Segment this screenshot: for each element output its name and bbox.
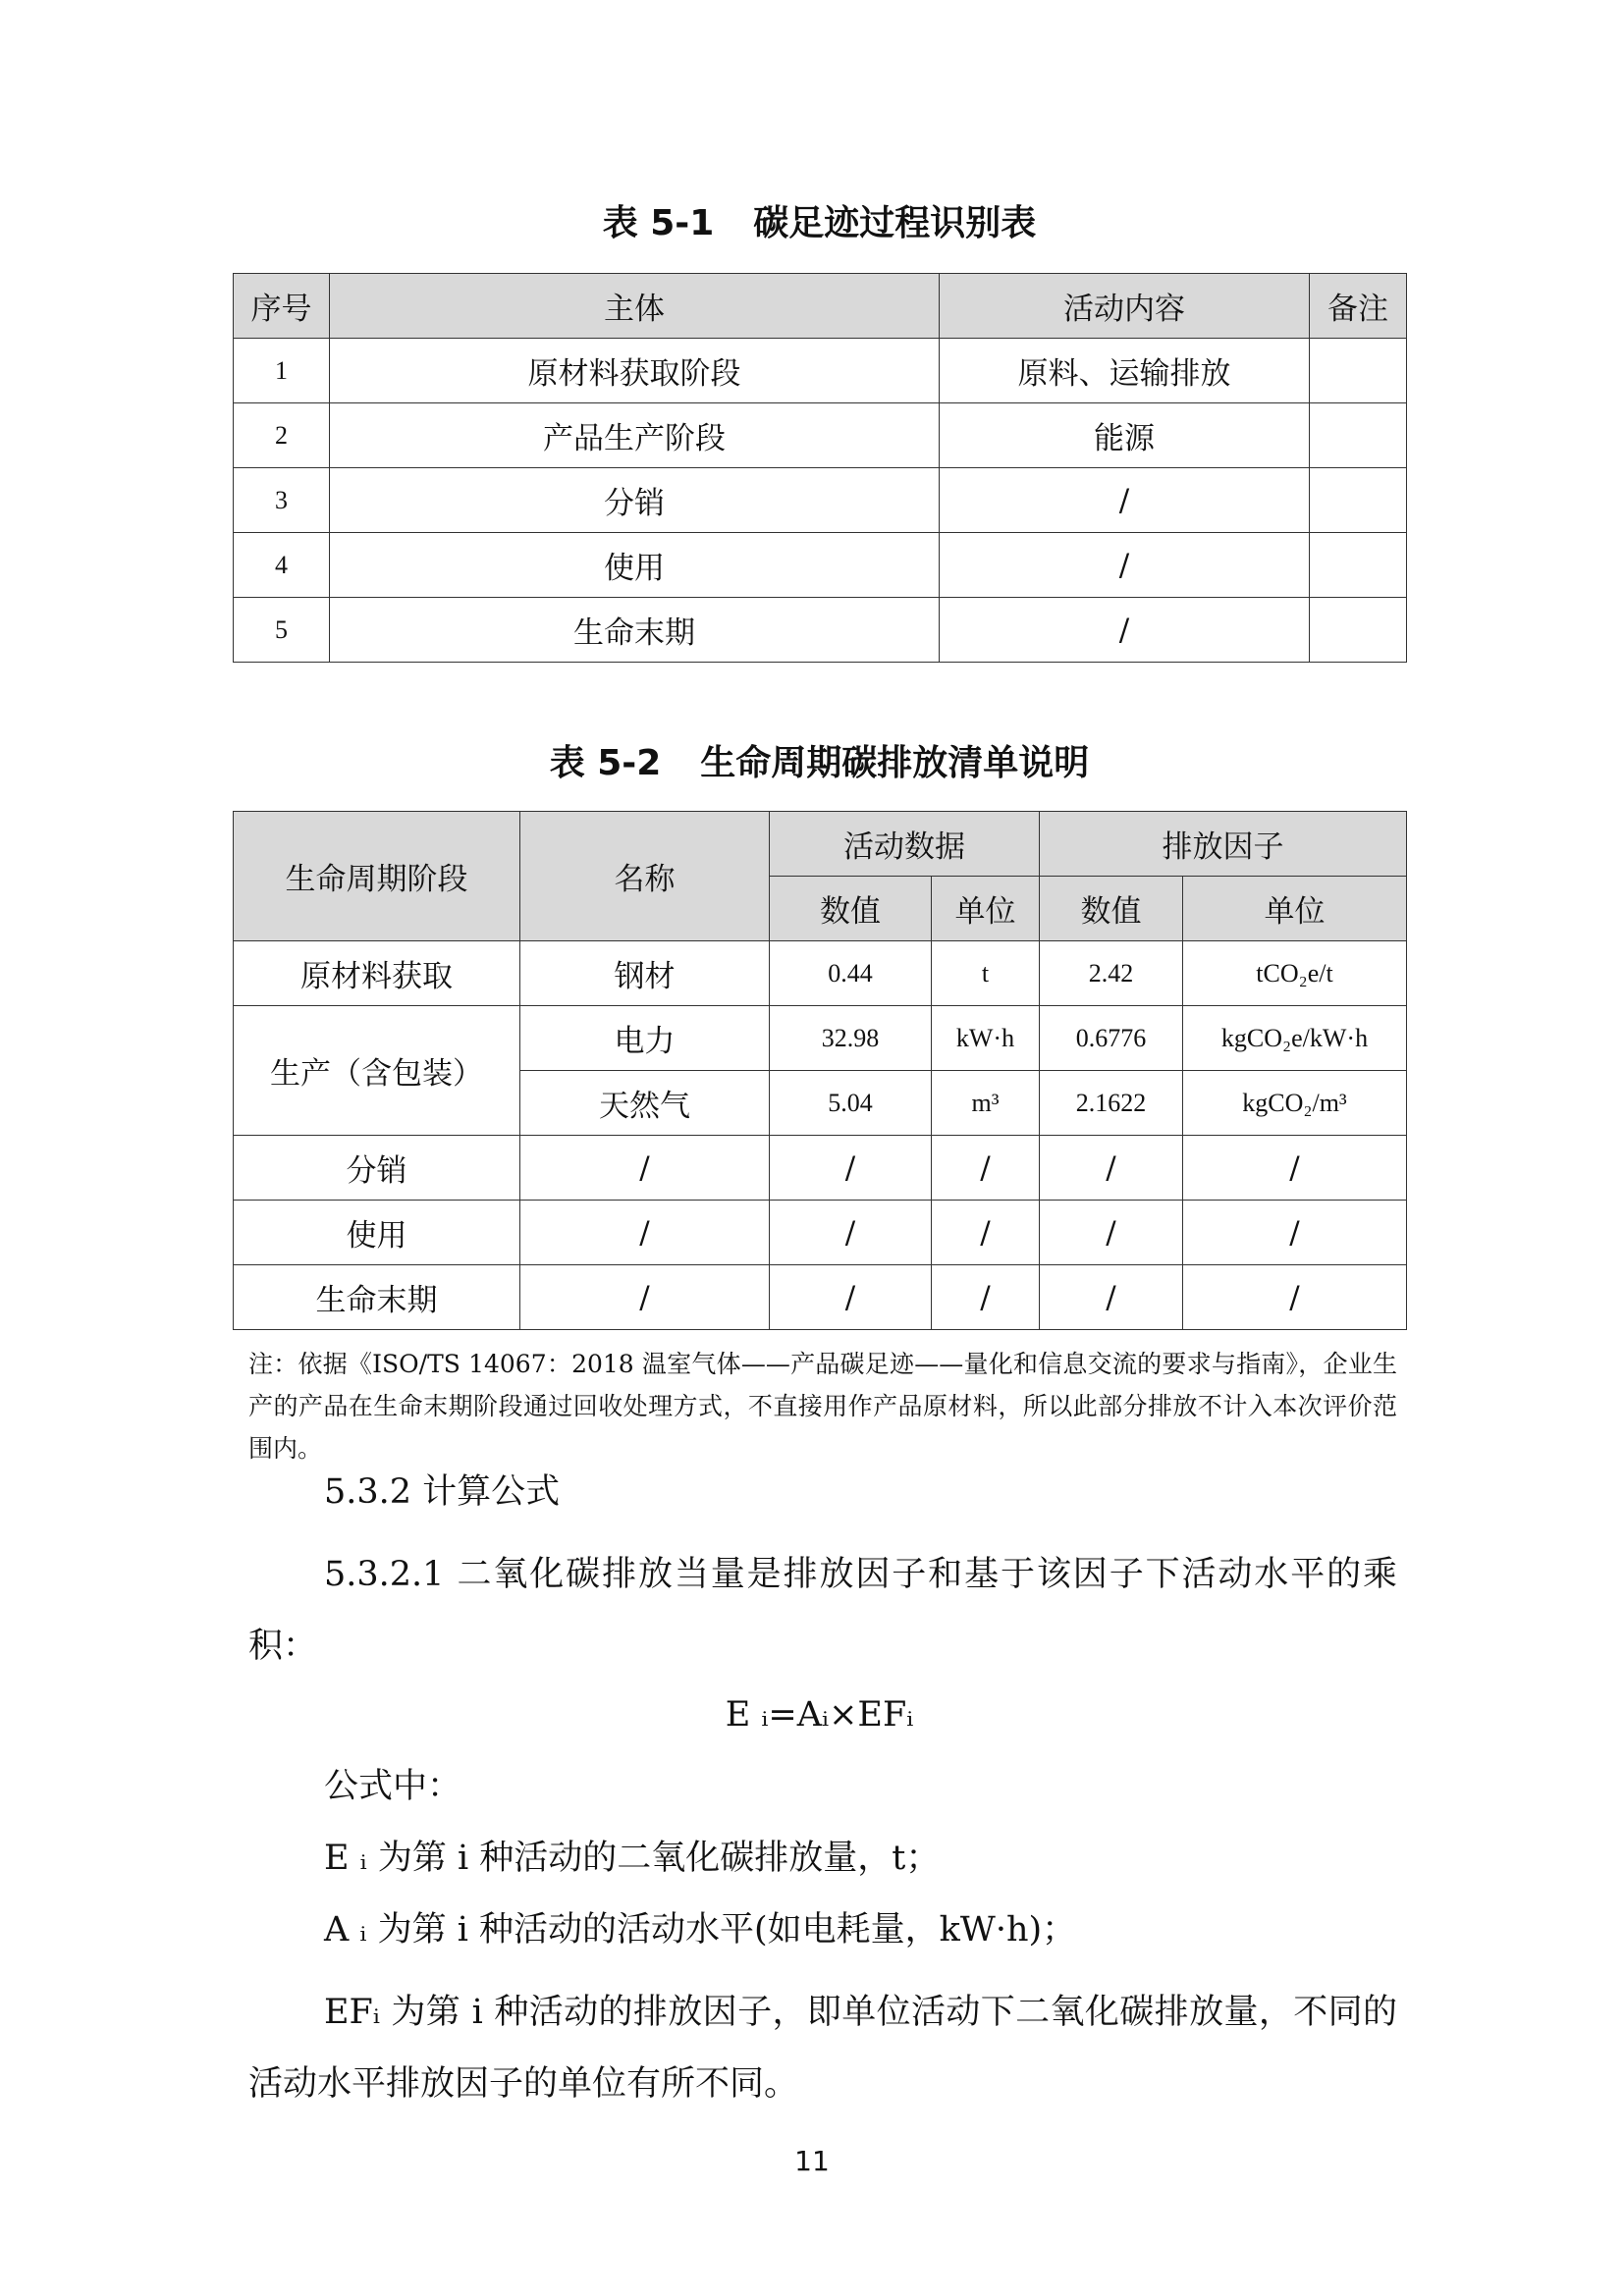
- cell-remark: [1310, 533, 1407, 598]
- lifecycle-emission-inventory-table: [233, 811, 1407, 1330]
- table-row: [234, 1265, 1407, 1330]
- table-row: [234, 533, 1407, 598]
- formula-legend-intro: 公式中：: [324, 1767, 462, 1806]
- table1-caption-title: 碳足迹过程识别表: [753, 203, 1037, 243]
- header-activity-value: 数值: [770, 877, 932, 941]
- header-activity-unit: 单位: [932, 877, 1040, 941]
- header-activity-data: 活动数据: [770, 812, 1040, 877]
- cell-subject: 原材料获取阶段: [330, 339, 940, 403]
- cell-activity-value: /: [770, 1136, 932, 1201]
- cell-factor-unit: /: [1183, 1201, 1407, 1265]
- section-heading: 5.3.2 计算公式: [324, 1472, 561, 1512]
- table2-caption-title: 生命周期碳排放清单说明: [700, 743, 1090, 783]
- cell-activity: /: [940, 468, 1310, 533]
- cell-activity-value: 5.04: [770, 1071, 932, 1136]
- cell-activity-value: 32.98: [770, 1006, 932, 1071]
- cell-factor-unit: /: [1183, 1265, 1407, 1330]
- cell-factor-value: /: [1040, 1201, 1183, 1265]
- table-note: 注：依据《ISO/TS 14067：2018 温室气体——产品碳足迹——量化和信息交流的要求与指南》，企业生产的产品在生命末期阶段通过回收处理方式，不直接用作产品原材料，所以此部分排放不计入本次评价范围内。: [248, 1350, 1397, 1463]
- table2-caption: [233, 735, 1406, 785]
- cell-factor-unit: tCO₂e/t: [1183, 941, 1407, 1006]
- cell-activity: 能源: [940, 403, 1310, 468]
- cell-name: 电力: [520, 1006, 770, 1071]
- cell-stage: 生产（含包装）: [234, 1006, 520, 1136]
- cell-subject: 生命末期: [330, 598, 940, 663]
- header-subject: 主体: [330, 274, 940, 339]
- cell-activity-unit: kW·h: [932, 1006, 1040, 1071]
- cell-activity-unit: /: [932, 1201, 1040, 1265]
- cell-subject: 产品生产阶段: [330, 403, 940, 468]
- cell-subject: 分销: [330, 468, 940, 533]
- cell-factor-value: 0.6776: [1040, 1006, 1183, 1071]
- cell-seq: 2: [234, 403, 330, 468]
- carbon-footprint-process-table: [233, 273, 1407, 663]
- cell-factor-unit: /: [1183, 1136, 1407, 1201]
- cell-stage: 原材料获取: [234, 941, 520, 1006]
- cell-seq: 3: [234, 468, 330, 533]
- cell-stage: 生命末期: [234, 1265, 520, 1330]
- table-row: [234, 1136, 1407, 1201]
- cell-activity-unit: /: [932, 1136, 1040, 1201]
- cell-factor-unit: kgCO₂/m³: [1183, 1071, 1407, 1136]
- cell-seq: 1: [234, 339, 330, 403]
- cell-activity-value: /: [770, 1265, 932, 1330]
- cell-name: 钢材: [520, 941, 770, 1006]
- cell-seq: 4: [234, 533, 330, 598]
- header-remark: 备注: [1310, 274, 1407, 339]
- cell-activity: 原料、运输排放: [940, 339, 1310, 403]
- cell-factor-value: /: [1040, 1265, 1183, 1330]
- cell-factor-value: 2.42: [1040, 941, 1183, 1006]
- table-row: [234, 941, 1407, 1006]
- cell-activity-unit: t: [932, 941, 1040, 1006]
- table-row: [234, 339, 1407, 403]
- cell-factor-value: 2.1622: [1040, 1071, 1183, 1136]
- table2-caption-number: 表 5-2: [549, 743, 662, 783]
- cell-remark: [1310, 339, 1407, 403]
- table1-caption: [233, 195, 1406, 245]
- cell-factor-value: /: [1040, 1136, 1183, 1201]
- table1-caption-number: 表 5-1: [602, 203, 715, 243]
- cell-activity-value: 0.44: [770, 941, 932, 1006]
- cell-name: 天然气: [520, 1071, 770, 1136]
- definition-e: E ᵢ 为第 i 种活动的二氧化碳排放量，t；: [324, 1839, 941, 1878]
- table-header-row: [234, 274, 1407, 339]
- body-paragraph: 5.3.2.1 二氧化碳排放当量是排放因子和基于该因子下活动水平的乘积：: [248, 1555, 1397, 1666]
- header-activity: 活动内容: [940, 274, 1310, 339]
- formula: E ᵢ=Aᵢ×EFᵢ: [725, 1695, 914, 1735]
- cell-stage: 分销: [234, 1136, 520, 1201]
- table-row: [234, 403, 1407, 468]
- header-factor-value: 数值: [1040, 877, 1183, 941]
- definition-ef: EFᵢ 为第 i 种活动的排放因子，即单位活动下二氧化碳排放量，不同的活动水平排放因子的单位有所不同。: [248, 1993, 1397, 2104]
- cell-activity: /: [940, 533, 1310, 598]
- header-lifecycle-stage: 生命周期阶段: [234, 812, 520, 941]
- header-name: 名称: [520, 812, 770, 941]
- table-row: [234, 1201, 1407, 1265]
- cell-factor-unit: kgCO₂e/kW·h: [1183, 1006, 1407, 1071]
- cell-subject: 使用: [330, 533, 940, 598]
- cell-activity-unit: /: [932, 1265, 1040, 1330]
- cell-remark: [1310, 468, 1407, 533]
- header-seq: 序号: [234, 274, 330, 339]
- header-factor-unit: 单位: [1183, 877, 1407, 941]
- header-emission-factor: 排放因子: [1040, 812, 1407, 877]
- cell-remark: [1310, 598, 1407, 663]
- cell-name: /: [520, 1265, 770, 1330]
- cell-name: /: [520, 1201, 770, 1265]
- cell-remark: [1310, 403, 1407, 468]
- page-number: 11: [794, 2145, 830, 2177]
- table-header-row: [234, 812, 1407, 877]
- table-row: [234, 468, 1407, 533]
- cell-activity: /: [940, 598, 1310, 663]
- cell-activity-unit: m³: [932, 1071, 1040, 1136]
- table-row: [234, 1006, 1407, 1071]
- cell-activity-value: /: [770, 1201, 932, 1265]
- cell-stage: 使用: [234, 1201, 520, 1265]
- table-row: [234, 598, 1407, 663]
- cell-name: /: [520, 1136, 770, 1201]
- definition-a: A ᵢ 为第 i 种活动的活动水平(如电耗量，kW·h)；: [324, 1910, 1077, 1949]
- cell-seq: 5: [234, 598, 330, 663]
